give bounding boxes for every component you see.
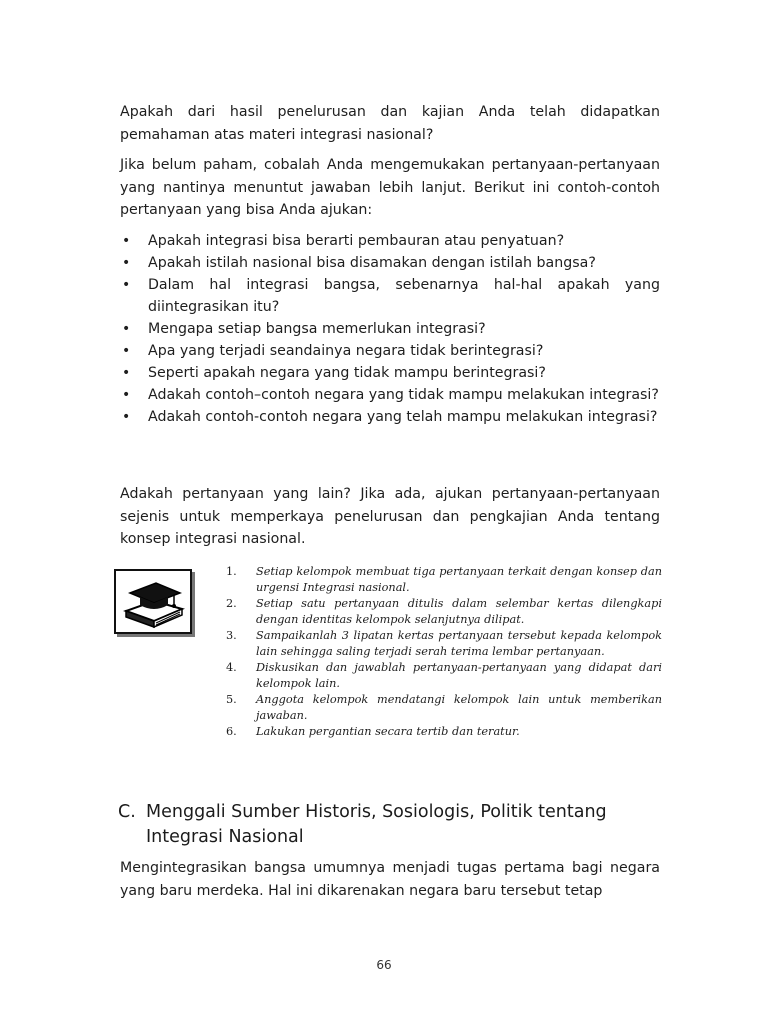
question-item: • Adakah contoh–contoh negara yang tidak mampu melakukan integrasi? <box>120 384 660 406</box>
question-item: • Apakah integrasi bisa berarti pembauran atau penyatuan? <box>120 230 660 252</box>
question-item: • Apakah istilah nasional bisa disamakan dengan istilah bangsa? <box>120 252 660 274</box>
activity-steps <box>222 564 662 740</box>
activity-step: 4. Diskusikan dan jawablah pertanyaan-pertanyaan yang didapat dari kelompok lain. <box>226 661 662 690</box>
closing-paragraph: Adakah pertanyaan yang lain? Jika ada, ajukan pertanyaan-pertanyaan sejenis untuk memperkaya penelurusan dan pengkajian Anda tentang konsep integrasi nasional. <box>120 486 660 547</box>
activity-step: 3. Sampaikanlah 3 lipatan kertas pertanyaan tersebut kepada kelompok lain sehingga saling terjadi serah terima lembar pertanyaan. <box>226 629 662 658</box>
body-paragraph: Mengintegrasikan bangsa umumnya menjadi tugas pertama bagi negara yang baru merdeka. Hal ini dikarenakan negara baru tersebut tetap <box>120 860 660 899</box>
activity-step: 1. Setiap kelompok membuat tiga pertanyaan terkait dengan konsep dan urgensi Integrasi nasional. <box>226 565 662 594</box>
intro-paragraph: Apakah dari hasil penelurusan dan kajian Anda telah didapatkan pemahaman atas materi integrasi nasional? <box>120 104 660 143</box>
section-title-line2: Integrasi Nasional <box>146 827 304 847</box>
activity-step: 2. Setiap satu pertanyaan ditulis dalam selembar kertas dilengkapi dengan identitas kelompok selanjutnya dilipat. <box>226 597 662 626</box>
question-item: • Adakah contoh-contoh negara yang telah mampu melakukan integrasi? <box>120 406 660 428</box>
section-heading <box>118 800 678 850</box>
section-letter: C. <box>118 802 136 822</box>
question-item: • Seperti apakah negara yang tidak mampu berintegrasi? <box>120 362 660 384</box>
section-title-line1: Menggali Sumber Historis, Sosiologis, Politik tentang <box>146 802 607 822</box>
page-number: 66 <box>376 958 392 972</box>
question-list <box>120 230 660 428</box>
graduation-cap-on-book-icon <box>116 571 190 632</box>
question-item: • Dalam hal integrasi bangsa, sebenarnya hal-hal apakah yang diintegrasikan itu? <box>120 274 660 318</box>
question-item: • Apa yang terjadi seandainya negara tidak berintegrasi? <box>120 340 660 362</box>
question-item: • Mengapa setiap bangsa memerlukan integrasi? <box>120 318 660 340</box>
activity-icon-box <box>114 569 192 634</box>
activity-step: 5. Anggota kelompok mendatangi kelompok lain untuk memberikan jawaban. <box>226 693 662 722</box>
activity-step: 6. Lakukan pergantian secara tertib dan teratur. <box>226 725 520 738</box>
question-prompt-paragraph: Jika belum paham, cobalah Anda mengemukakan pertanyaan-pertanyaan yang nantinya menuntut jawaban lebih lanjut. Berikut ini contoh-contoh pertanyaan yang bisa Anda ajukan: <box>120 157 660 218</box>
